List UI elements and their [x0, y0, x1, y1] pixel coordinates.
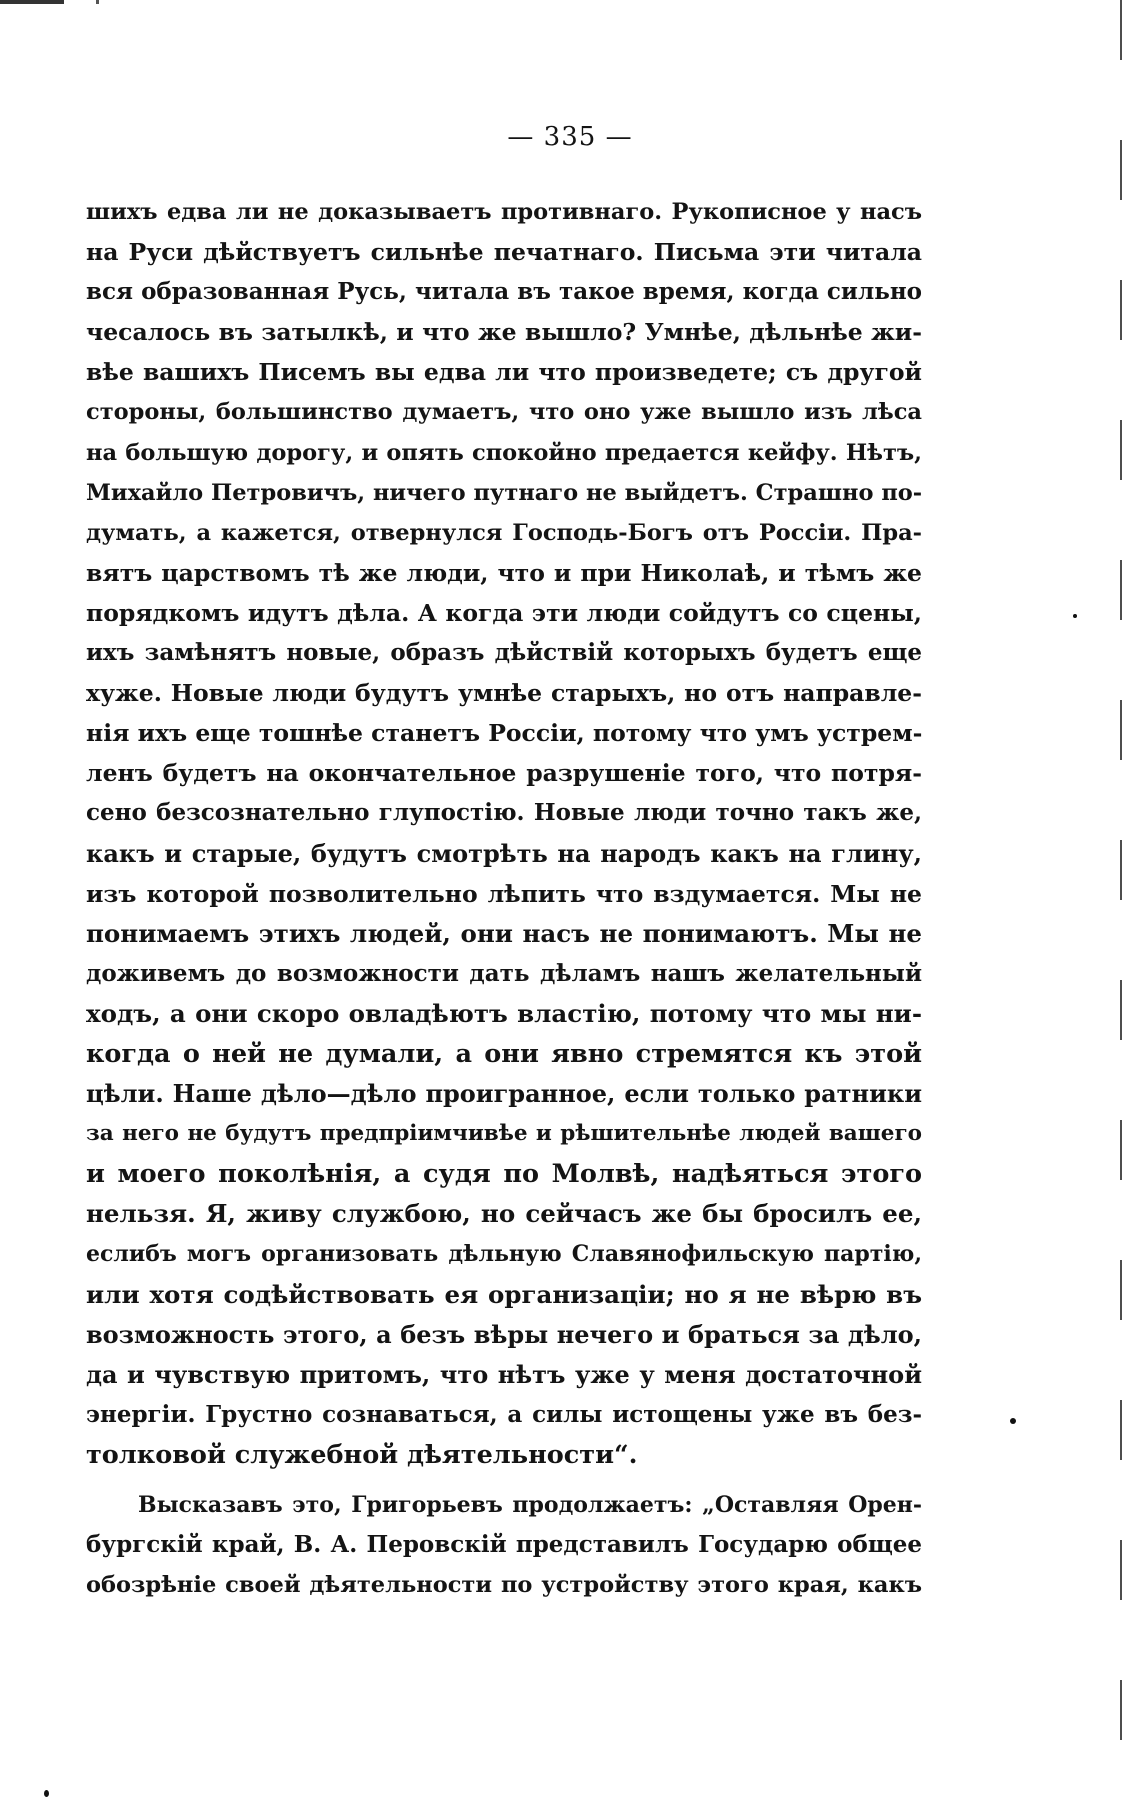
text-line: бургскій край, В. А. Перовскій представилъ Государю общее	[86, 1531, 922, 1559]
scan-binding-edge	[1120, 0, 1122, 1818]
text-line: обозрѣніе своей дѣятельности по устройству этого края, какъ	[86, 1572, 922, 1599]
text-line: нія ихъ еще тошнѣе станетъ Россіи, потому что умъ устрем-	[86, 719, 922, 748]
scan-speck	[44, 1790, 49, 1797]
text-line: еслибъ могъ организовать дѣльную Славянофильскую партію,	[86, 1241, 922, 1268]
text-line: возможность этого, а безъ вѣры нечего и браться за дѣло,	[86, 1319, 922, 1349]
text-line: энергіи. Грустно сознаваться, а силы истощены уже въ без-	[86, 1400, 922, 1428]
text-line: вся образованная Русь, читала въ такое время, когда сильно	[86, 278, 922, 306]
scan-edge-mark	[0, 0, 320, 4]
text-line: стороны, большинство думаетъ, что оно уже вышло изъ лѣса	[86, 399, 922, 426]
text-line: шихъ едва ли не доказываетъ противнаго. Рукописное у насъ	[86, 199, 922, 225]
text-line: ходъ, а они скоро овладѣютъ властію, потому что мы ни-	[86, 998, 922, 1028]
text-line: вѣе вашихъ Писемъ вы едва ли что произведете; съ другой	[86, 358, 922, 387]
text-line: за него не будутъ предпріимчивѣе и рѣшительнѣе людей вашего	[86, 1121, 922, 1147]
text-line: Высказавъ это, Григорьевъ продолжаетъ: „Оставляя Орен-	[138, 1492, 922, 1518]
text-line: и моего поколѣнія, а судя по Молвѣ, надѣяться этого	[86, 1159, 922, 1190]
text-line: ихъ замѣнятъ новые, образъ дѣйствій которыхъ будетъ еще	[86, 639, 922, 667]
text-line: Михайло Петровичъ, ничего путнаго не выйдетъ. Страшно по-	[86, 479, 922, 506]
text-line: сено безсознательно глупостію. Новые люди точно такъ же,	[86, 799, 922, 827]
text-line: какъ и старые, будутъ смотрѣть на народъ какъ на глину,	[86, 838, 922, 868]
text-line: изъ которой позволительно лѣпить что вздумается. Мы не	[86, 879, 922, 908]
text-line: доживемъ до возможности дать дѣламъ нашъ желательный	[86, 959, 922, 987]
text-line: думать, а кажется, отвернулся Господь-Богъ отъ Россіи. Пра-	[86, 519, 922, 546]
text-line: понимаемъ этихъ людей, они насъ не понимаютъ. Мы не	[86, 918, 922, 948]
paragraph-gap	[86, 1475, 922, 1485]
text-line: нельзя. Я, живу службою, но сейчасъ же бы бросилъ ее,	[86, 1199, 922, 1229]
text-line: на Руси дѣйствуетъ сильнѣе печатнаго. Письма эти читала	[86, 238, 922, 267]
text-line: порядкомъ идутъ дѣла. А когда эти люди сойдутъ со сцены,	[86, 598, 922, 627]
text-line: да и чувствую притомъ, что нѣтъ уже у меня достаточной	[86, 1359, 922, 1389]
text-line: на большую дорогу, и опять спокойно предается кейфу. Нѣтъ,	[86, 439, 922, 466]
text-line: ленъ будетъ на окончательное разрушеніе того, что потря-	[86, 759, 922, 788]
text-line: когда о ней не думали, а они явно стремятся къ этой	[86, 1038, 922, 1069]
body-text	[86, 192, 922, 1605]
text-line: хуже. Новые люди будутъ умнѣе старыхъ, но отъ направле-	[86, 679, 922, 708]
text-line: толковой служебной дѣятельности“.	[86, 1439, 638, 1470]
text-line: цѣли. Наше дѣло—дѣло проигранное, если только ратники	[86, 1079, 922, 1109]
text-line: или хотя содѣйствовать ея организаціи; но я не вѣрю въ	[86, 1279, 922, 1309]
text-line: чесалось въ затылкѣ, и что же вышло? Умнѣе, дѣльнѣе жи-	[86, 318, 922, 347]
scan-speck	[1073, 614, 1077, 618]
text-line: вятъ царствомъ тѣ же люди, что и при Николаѣ, и тѣмъ же	[86, 558, 922, 587]
scan-speck	[1010, 1418, 1016, 1424]
page-number: — 335 —	[507, 122, 633, 152]
